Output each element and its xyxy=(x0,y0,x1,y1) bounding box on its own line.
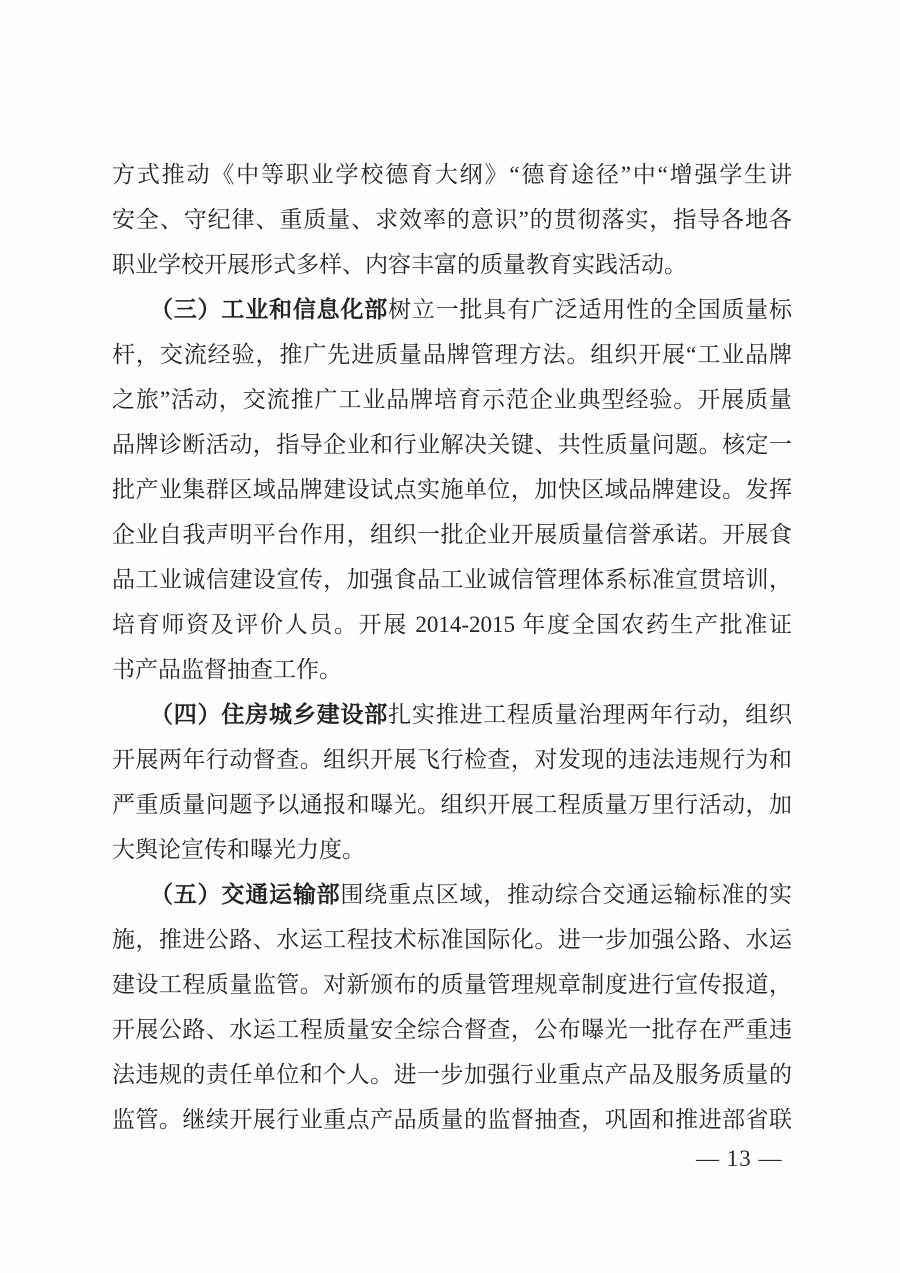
page-number: — 13 — xyxy=(696,1146,783,1171)
text-line: 严重质量问题予以通报和曝光。组织开展工程质量万里行活动，加 xyxy=(112,792,792,817)
section-3-first-line xyxy=(112,287,792,332)
section-5-department-mot: （五）交通运输部 xyxy=(150,882,341,907)
body-text xyxy=(112,152,792,1142)
text-line: 监管。继续开展行业重点产品质量的监督抽查，巩固和推进部省联 xyxy=(112,1107,792,1132)
text-line: 培育师资及评价人员。开展 2014-2015 年度全国农药生产批准证 xyxy=(112,612,792,637)
text-run: 围绕重点区域，推动综合交通运输标准的实 xyxy=(340,882,792,907)
section-5-first-line xyxy=(112,872,792,917)
text-run: 树立一批具有广泛适用性的全国质量标 xyxy=(388,297,792,322)
section-4-first-line xyxy=(112,692,792,737)
text-line: 品牌诊断活动，指导企业和行业解决关键、共性质量问题。核定一 xyxy=(112,432,792,457)
text-line: 企业自我声明平台作用，组织一批企业开展质量信誉承诺。开展食 xyxy=(112,522,792,547)
text-line: 开展公路、水运工程质量安全综合督查，公布曝光一批存在严重违 xyxy=(112,1017,792,1042)
text-line: 法违规的责任单位和个人。进一步加强行业重点产品及服务质量的 xyxy=(112,1062,792,1087)
text-line: 安全、守纪律、重质量、求效率的意识”的贯彻落实，指导各地各 xyxy=(112,207,792,232)
text-line: 方式推动《中等职业学校德育大纲》“德育途径”中“增强学生讲 xyxy=(112,162,792,187)
text-line: 职业学校开展形式多样、内容丰富的质量教育实践活动。 xyxy=(112,252,687,277)
text-line: 批产业集群区域品牌建设试点实施单位，加快区域品牌建设。发挥 xyxy=(112,477,792,502)
text-line: 之旅”活动，交流推广工业品牌培育示范企业典型经验。开展质量 xyxy=(112,387,792,412)
text-line: 杆，交流经验，推广先进质量品牌管理方法。组织开展“工业品牌 xyxy=(112,342,792,367)
text-line: 施，推进公路、水运工程技术标准国际化。进一步加强公路、水运 xyxy=(112,927,792,952)
text-run: 扎实推进工程质量治理两年行动，组织 xyxy=(388,702,792,727)
text-line: 开展两年行动督查。组织开展飞行检查，对发现的违法违规行为和 xyxy=(112,747,792,772)
text-line: 书产品监督抽查工作。 xyxy=(112,657,342,682)
text-line: 品工业诚信建设宣传，加强食品工业诚信管理体系标准宣贯培训， xyxy=(112,567,792,592)
section-3-department-miit: （三）工业和信息化部 xyxy=(150,297,389,322)
section-4-department-mohurd: （四）住房城乡建设部 xyxy=(150,702,389,727)
text-line: 建设工程质量监管。对新颁布的质量管理规章制度进行宣传报道， xyxy=(112,972,792,997)
text-line: 大舆论宣传和曝光力度。 xyxy=(112,837,365,862)
